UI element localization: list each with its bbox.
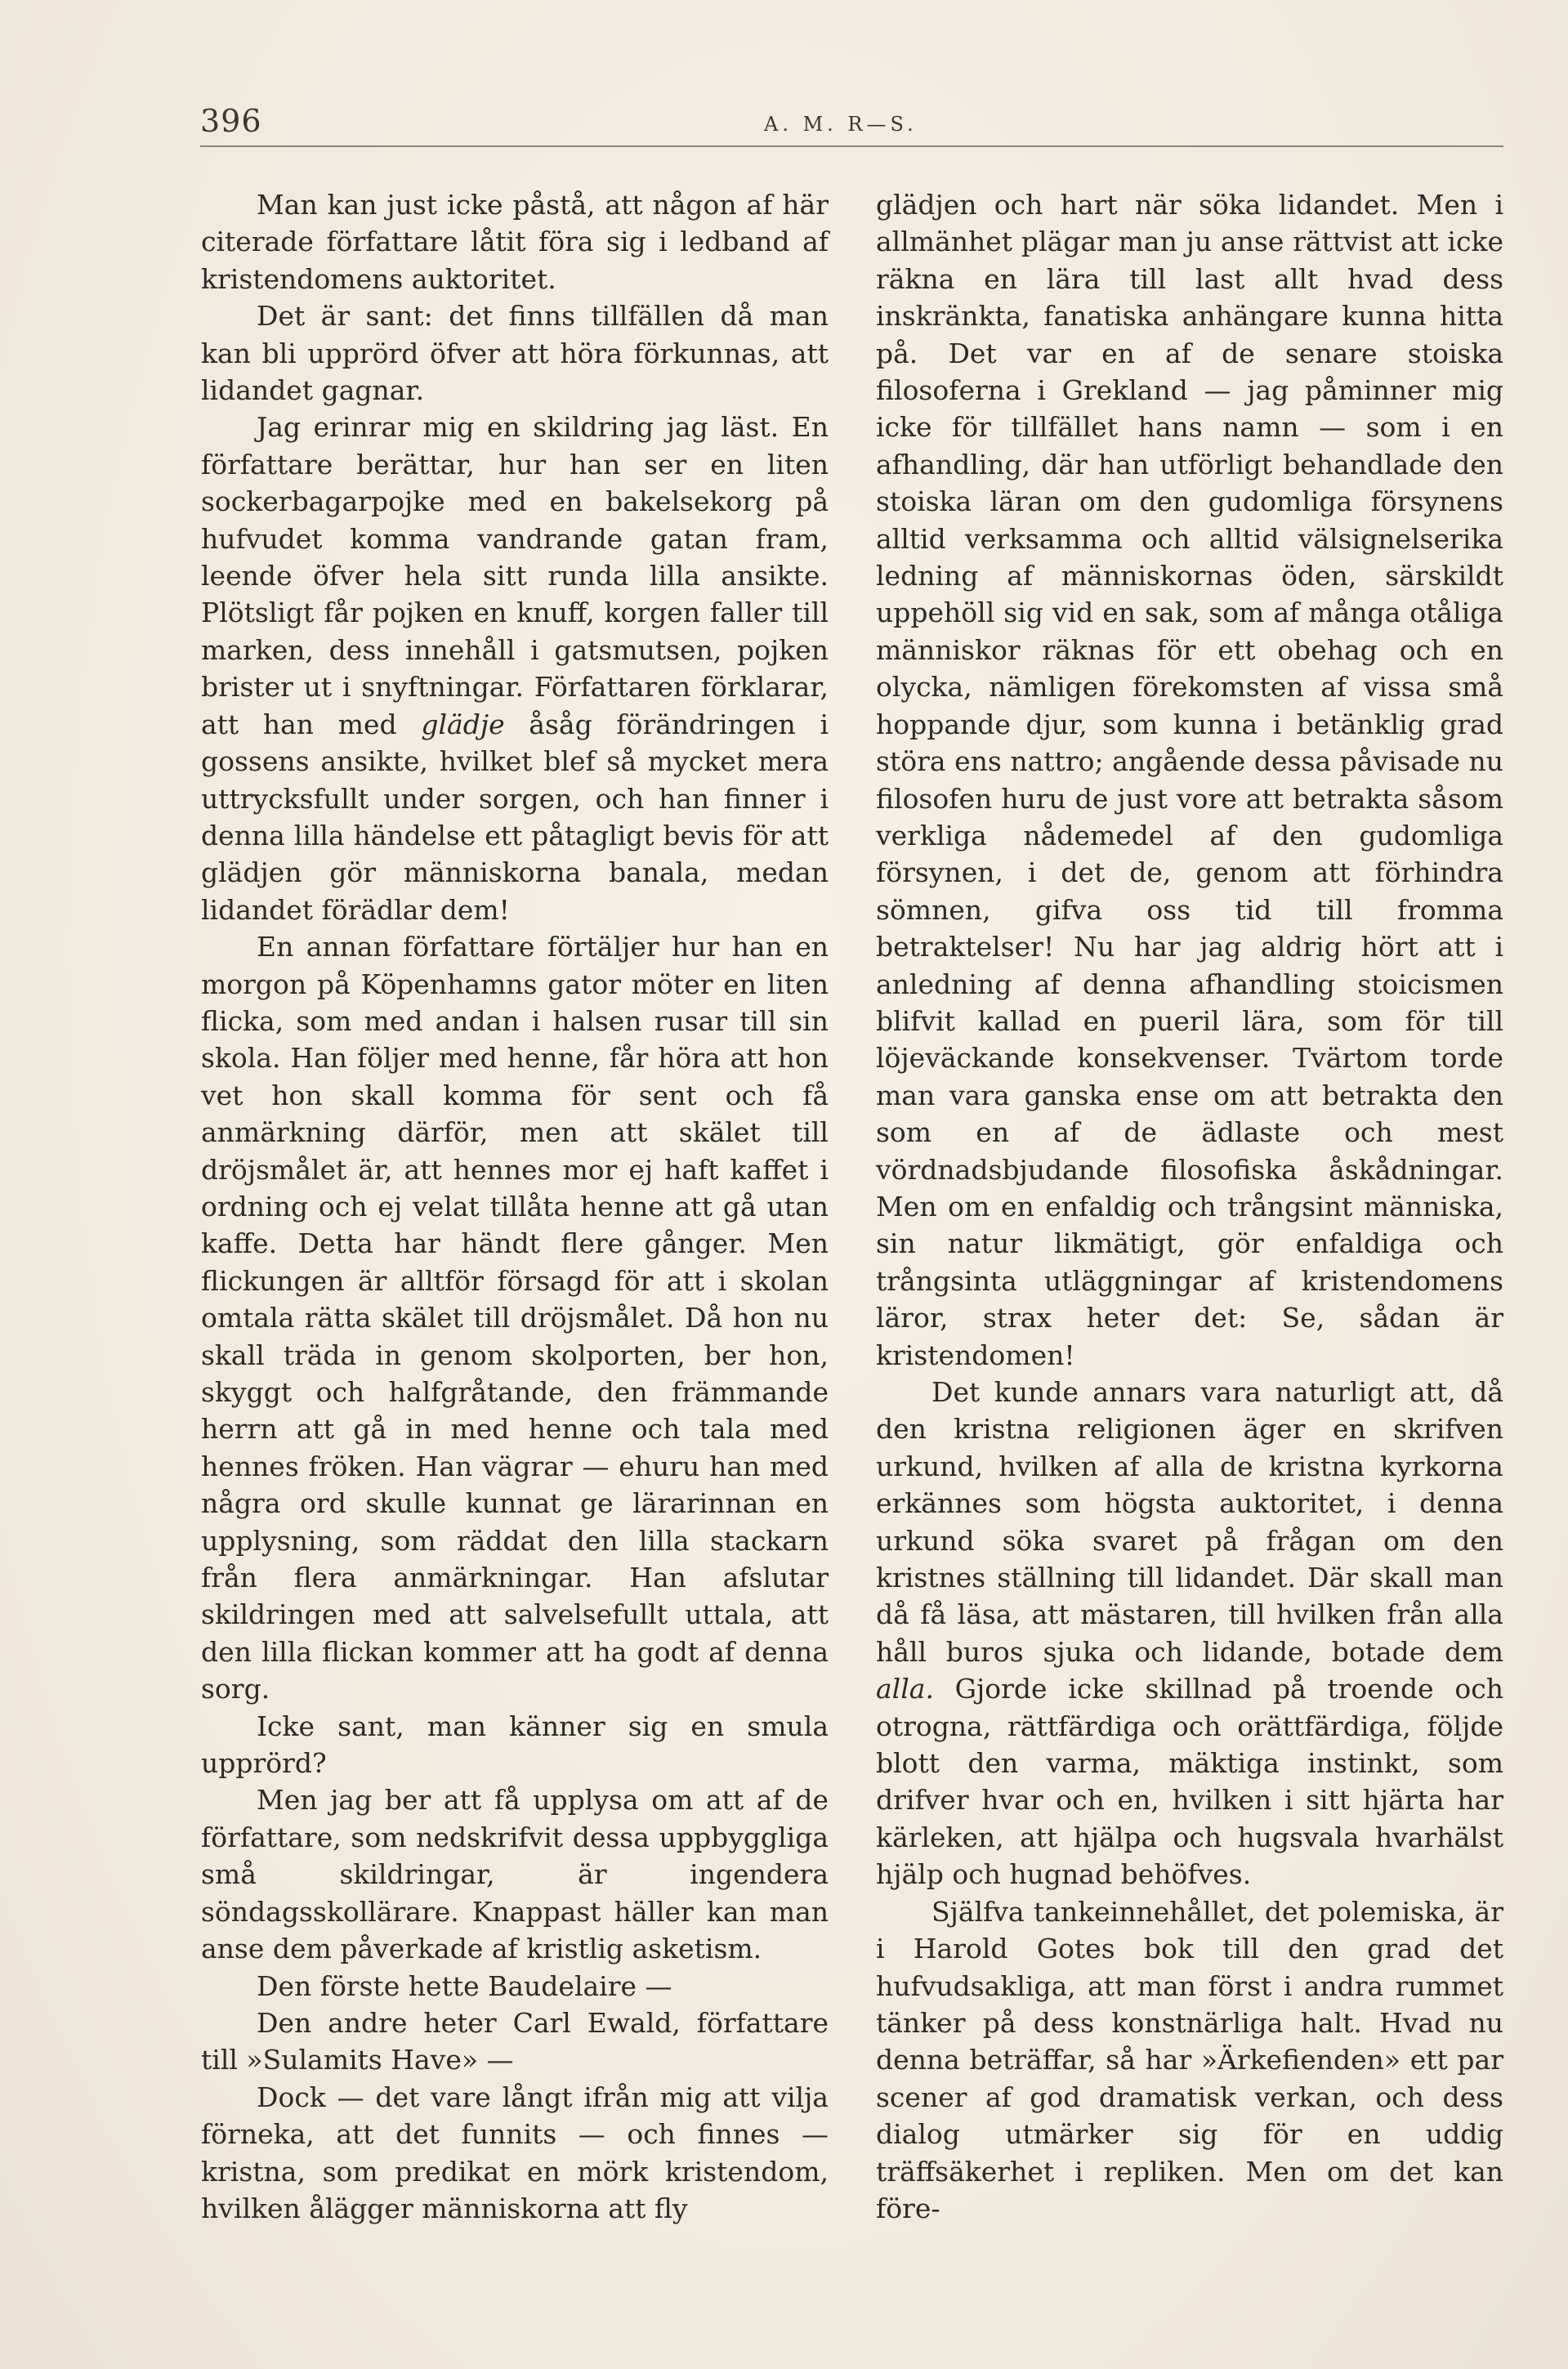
page-header bbox=[200, 103, 1503, 152]
right-column bbox=[876, 186, 1503, 2227]
paragraph-text: Jag erinrar mig en skildring jag läst. En författare berättar, hur han ser en liten sockerbagarpojke med en bakelsekorg på hufvudet komma vandrande gatan fram, leende öfver hela sitt runda lilla ansikte. Plötsligt får pojken en knuff, korgen faller till marken, dess innehåll i gatsmutsen, pojken brister ut i snyftningar. Författaren förklarar, att han med bbox=[201, 411, 829, 740]
paragraph: Man kan just icke påstå, att någon af här citerade författare låtit föra sig i ledband af kristendomens auktoritet. bbox=[201, 189, 829, 295]
header-rule bbox=[200, 145, 1503, 147]
emphasis: glädje bbox=[421, 708, 505, 740]
paragraph-text: Det kunde annars vara naturligt att, då den kristna religionen äger en skrifven urkund, hvilken af alla de kristna kyrkorna erkännes som högsta auktoritet, i denna urkund söka svaret på frågan om den kristnes ställning till lidandet. Där skall man då få läsa, att mästaren, till hvilken från alla håll buros sjuka och lidande, botade dem bbox=[876, 1376, 1503, 1668]
running-head: A. M. R—S. bbox=[764, 113, 918, 136]
paragraph: Icke sant, man känner sig en smula upprörd? bbox=[201, 1710, 829, 1780]
paragraph: Den andre heter Carl Ewald, författare till »Sulamits Have» — bbox=[201, 2006, 829, 2076]
paragraph: En annan författare förtäljer hur han en morgon på Köpenhamns gator möter en liten flicka, som med andan i halsen rusar till sin skola. Han följer med henne, får höra att hon vet hon skall komma för sent och få anmärkning därför, men att skälet till dröjsmålet är, att hennes mor ej haft kaffet i ordning och ej velat tillåta henne att gå utan kaffe. Detta har händt flere gånger. Men flickungen är alltför försagd för att i skolan omtala rätta skälet till dröjsmålet. Då hon nu skall träda in genom skolporten, ber hon, skyggt och halfgråtande, den främmande herrn att gå in med henne och tala med hennes fröken. Han vägrar — ehuru han med några ord skulle kunnat ge lärarinnan en upplysning, som räddat den lilla stackarn från flera anmärkningar. Han afslutar skildringen med att salvelsefullt uttala, att den lilla flickan kommer att ha godt af denna sorg. bbox=[201, 931, 829, 1705]
emphasis: alla. bbox=[876, 1673, 934, 1705]
page-number: 396 bbox=[200, 103, 262, 139]
paragraph-text: åsåg förändringen i gossens ansikte, hvilket blef så mycket mera uttrycksfullt under sorgen, och han finner i denna lilla händelse ett påtagligt bevis för att glädjen gör människorna banala, medan lidandet förädlar dem! bbox=[201, 708, 829, 926]
paragraph: Själfva tankeinnehållet, det polemiska, är i Harold Gotes bok till den grad det hufvudsakliga, att man först i andra rummet tänker på dess konstnärliga halt. Hvad nu denna beträffar, så har »Ärkefienden» ett par scener af god dramatisk verkan, och dess dialog utmärker sig för en uddig träffsäkerhet i repliken. Men om det kan före- bbox=[876, 1895, 1503, 2224]
paragraph bbox=[201, 409, 829, 928]
paragraph: Men jag ber att få upplysa om att af de författare, som nedskrifvit dessa uppbyggliga små skildringar, är ingendera söndagsskollärare. Knappast häller kan man anse dem påverkade af kristlig asketism. bbox=[201, 1784, 829, 1965]
paragraph-text: Gjorde icke skillnad på troende och otrogna, rättfärdiga och orättfärdiga, följde blott den varma, mäktiga instinkt, som drifver hvar och en, hvilken i sitt hjärta har kärleken, att hjälpa och hugsvala hvarhälst hjälp och hugnad behöfves. bbox=[876, 1673, 1503, 1891]
paragraph: Det är sant: det finns tillfällen då man kan bli upprörd öfver att höra förkunnas, att lidandet gagnar. bbox=[201, 300, 829, 407]
paragraph: Den förste hette Baudelaire — bbox=[257, 1969, 672, 2002]
left-column bbox=[201, 186, 829, 2227]
paragraph: glädjen och hart när söka lidandet. Men i allmänhet plägar man ju anse rättvist att icke räkna en lära till last allt hvad dess inskränkta, fanatiska anhängare kunna hitta på. Det var en af de senare stoiska filosoferna i Grekland — jag påminner mig icke för tillfället hans namn — som i en afhandling, där han utförligt behandlade den stoiska läran om den gudomliga försynens alltid verksamma och alltid välsignelserika ledning af människornas öden, särskildt uppehöll sig vid en sak, som af många otåliga människor räknas för ett obehag och en olycka, nämligen förekomsten af vissa små hoppande djur, som kunna i betänklig grad störa ens nattro; angående dessa påvisade nu filosofen huru de just vore att betrakta såsom verkliga nådemedel af den gudomliga försynen, i det de, genom att förhindra sömnen, gifva oss tid till fromma betraktelser! Nu har jag aldrig hört att i anledning af denna afhandling stoicismen blifvit kallad en pueril lära, som för till löjeväckande konsekvenser. Tvärtom torde man vara ganska ense om att betrakta den som en af de ädlaste och mest vördnadsbjudande filosofiska åskådningar. Men om en enfaldig och trångsint människa, sin natur likmätigt, gör enfaldiga och trångsinta utläggningar af kristendomens läror, strax heter det: Se, sådan är kristendomen! bbox=[876, 189, 1503, 1371]
paragraph: Dock — det vare långt ifrån mig att vilja förneka, att det funnits — och finnes — kristna, som predikat en mörk kristendom, hvilken ålägger människorna att fly bbox=[201, 2081, 829, 2224]
paragraph bbox=[876, 1374, 1503, 1893]
